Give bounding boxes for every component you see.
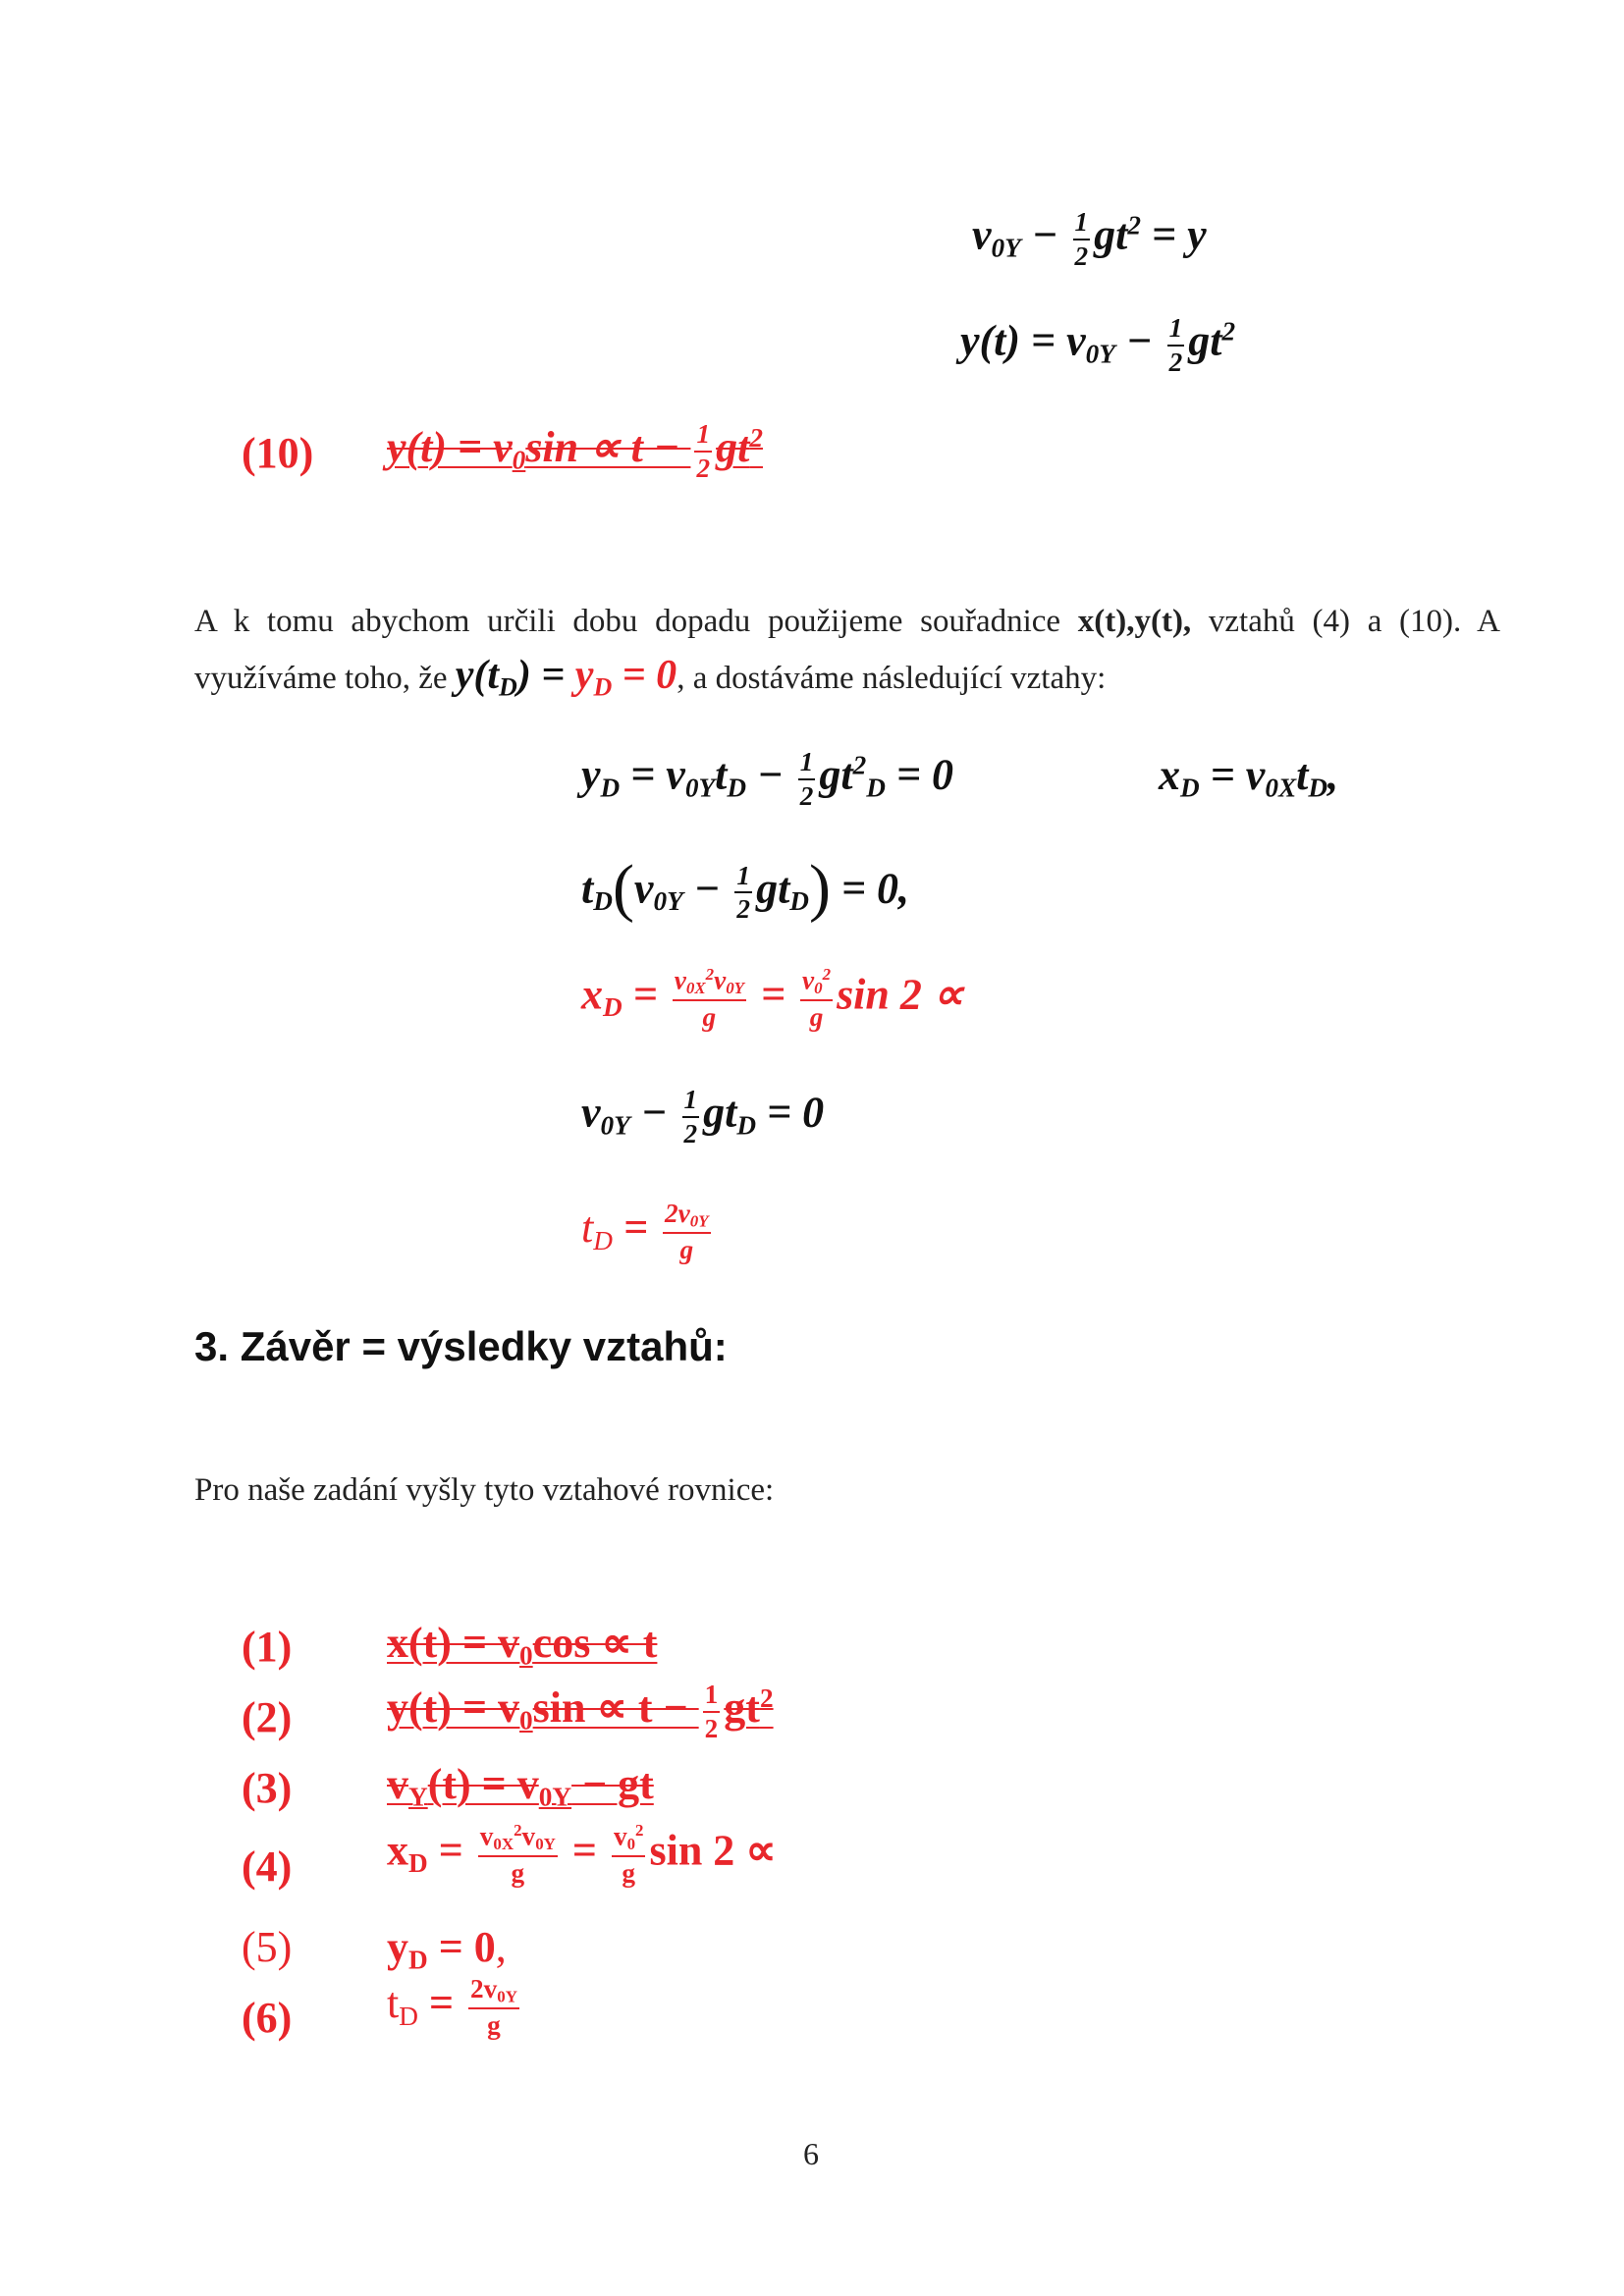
fraction: $\frac{1}{2}$ [736,860,751,925]
result-equation-6: $t_D$ = $\frac{2v_{0Y}}{g}$ [387,1974,517,2041]
fraction: $\frac{1}{2}$ [704,1680,719,1743]
fraction: $\frac{v_0^2}{g}$ [802,965,832,1032]
result-equation-1: $x(t) = v_0\cos \propto t$ [387,1619,658,1671]
equation-xD-result: $x_D$ = $\frac{v_{0X}^2v_{0Y}}{g}$ = $\frac{v_0^2}{g}$ sin 2 ∝ [581,965,964,1032]
equation-10-struck: $y(t) = v_0\sin \propto t$ − $\frac{1}{2}$ $gt^2$ [387,419,763,483]
result-label: (3) [242,1764,293,1812]
fraction: $\frac{2v_{0Y}}{g}$ [470,1974,517,2041]
equation-top-1: $v_{0Y}$ − $\frac{1}{2}$ $gt^2 = y$ [972,207,1207,271]
equation-label-10: (10) [242,429,314,477]
equation-v0Y: $v_{0Y}$ − $\frac{1}{2}$ $gt_D = 0$ [581,1085,825,1148]
result-label: (4) [242,1842,293,1891]
fraction: $\frac{v_{0X}^2v_{0Y}}{g}$ [479,1821,556,1888]
fraction: $\frac{1}{2}$ [799,747,814,811]
result-equation-3: $v_Y(t) = v_{0Y}$ − gt [387,1760,654,1812]
equation-tD-factored: $t_D(v_{0Y}$ − $\frac{1}{2}$ $gt_D) = 0$, [581,852,910,925]
fraction: $\frac{1}{2}$ [1168,313,1183,377]
result-equation-4: $x_D$ = $\frac{v_{0X}^2v_{0Y}}{g}$ = $\frac{v_0^2}{g}$ sin 2 ∝ [387,1821,777,1888]
paragraph: A k tomu abychom určili dobu dopadu použijeme souřadnice x(t),y(t), vztahů (4) a (10). A využíváme toho, že $y(t_D) = y_D = 0$, a dostáváme následující vztahy: [194,604,1500,702]
intro-text: Pro naše zadání vyšly tyto vztahové rovnice: [194,1472,775,1508]
section-heading: 3. Závěr = výsledky vztahů: [194,1323,728,1369]
result-label: (2) [242,1693,293,1741]
result-label: (6) [242,1994,293,2042]
fraction: $\frac{1}{2}$ [696,419,711,483]
fraction: $\frac{2v_{0Y}}{g}$ [665,1199,709,1265]
inline-equation: $y(t_D) = y_D = 0$ [455,653,677,702]
equation-tD-result: $t_D$ = $\frac{2v_{0Y}}{g}$ [581,1199,709,1265]
page-number: 6 [803,2136,819,2171]
result-label: (5) [242,1923,293,1971]
result-equation-5: $y_D = 0$, [387,1923,507,1975]
fraction: $\frac{v_{0X}^2v_{0Y}}{g}$ [674,965,744,1032]
fraction: $\frac{v_0^2}{g}$ [613,1821,644,1888]
result-equation-2: $y(t) = v_0\sin \propto t$ − $\frac{1}{2}$ $gt^2$ [387,1680,774,1743]
fraction: $\frac{1}{2}$ [1074,207,1089,271]
equation-xD: $x_D = v_{0X}t_D$, [1159,751,1339,803]
result-label: (1) [242,1623,293,1671]
equation-10 [387,420,763,482]
equation-top-2: $y(t) = v_{0Y}$ − $\frac{1}{2}$ $gt^2$ [960,313,1236,377]
fraction: $\frac{1}{2}$ [683,1085,698,1148]
equation-yD: $y_D = v_{0Y}t_D$ − $\frac{1}{2}$ $gt^2_D = 0$ [581,747,954,811]
